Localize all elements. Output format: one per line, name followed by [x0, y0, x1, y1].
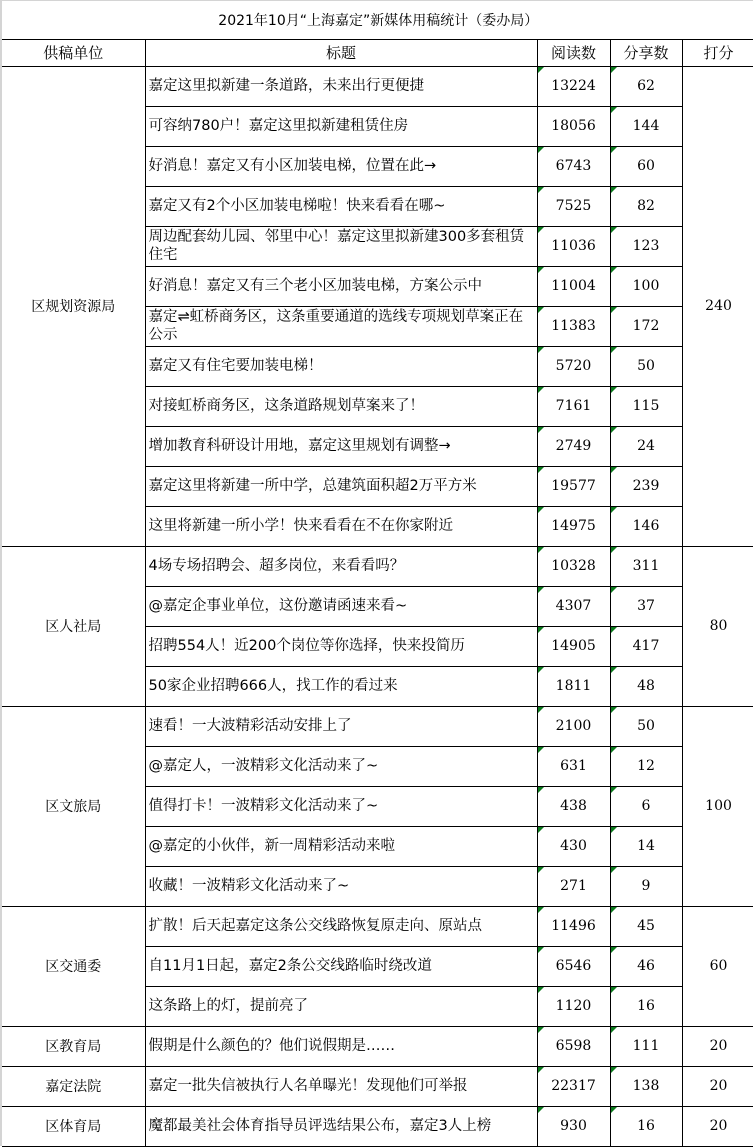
- number-as-text-marker-icon[interactable]: [611, 507, 617, 513]
- cell-title[interactable]: 假期是什么颜色的？他们说假期是……: [145, 1026, 537, 1066]
- cell-reads[interactable]: [537, 1106, 610, 1146]
- cell-title[interactable]: 值得打卡！一波精彩文化活动来了~: [145, 786, 537, 826]
- cell-shares[interactable]: [610, 426, 682, 466]
- number-as-text-marker-icon[interactable]: [611, 987, 617, 993]
- number-as-text-marker-icon[interactable]: [611, 187, 617, 193]
- reads-value: 13224: [551, 78, 596, 94]
- cell-reads[interactable]: [537, 666, 610, 706]
- cell-shares[interactable]: [610, 946, 682, 986]
- number-as-text-marker-icon[interactable]: [538, 587, 544, 593]
- reads-value: 271: [560, 878, 587, 894]
- shares-value: 45: [637, 918, 655, 934]
- cell-shares[interactable]: [610, 786, 682, 826]
- header-unit[interactable]: 供稿单位: [2, 39, 145, 66]
- cell-shares[interactable]: [610, 186, 682, 226]
- cell-title[interactable]: 周边配套幼儿园、邻里中心！嘉定这里拟新建300多套租赁住宅: [145, 226, 537, 266]
- header-reads[interactable]: 阅读数: [537, 39, 610, 66]
- cell-shares[interactable]: [610, 506, 682, 546]
- cell-shares[interactable]: [610, 546, 682, 586]
- cell-title[interactable]: 嘉定又有2个小区加装电梯啦！快来看看在哪~: [145, 186, 537, 226]
- cell-title[interactable]: 嘉定⇌虹桥商务区，这条重要通道的选线专项规划草案正在公示: [145, 306, 537, 346]
- number-as-text-marker-icon[interactable]: [611, 147, 617, 153]
- table-row: [2, 706, 753, 746]
- cell-title[interactable]: 招聘554人！近200个岗位等你选择，快来投简历: [145, 626, 537, 666]
- cell-title[interactable]: 扩散！后天起嘉定这条公交线路恢复原走向、原站点: [145, 906, 537, 946]
- table-row: [2, 1066, 753, 1106]
- number-as-text-marker-icon[interactable]: [611, 907, 617, 913]
- cell-score[interactable]: 240: [682, 66, 753, 546]
- table-row: [2, 546, 753, 586]
- cell-unit[interactable]: 区体育局: [2, 1106, 145, 1146]
- cell-reads[interactable]: [537, 546, 610, 586]
- cell-reads[interactable]: [537, 946, 610, 986]
- number-as-text-marker-icon[interactable]: [611, 667, 617, 673]
- number-as-text-marker-icon[interactable]: [538, 707, 544, 713]
- number-as-text-marker-icon[interactable]: [611, 627, 617, 633]
- shares-value: 16: [637, 998, 655, 1014]
- cell-shares[interactable]: [610, 226, 682, 266]
- shares-value: 9: [641, 878, 651, 894]
- number-as-text-marker-icon[interactable]: [538, 787, 544, 793]
- reads-value: 6598: [555, 1038, 592, 1054]
- reads-value: 7161: [555, 398, 592, 414]
- cell-shares[interactable]: [610, 706, 682, 746]
- number-as-text-marker-icon[interactable]: [611, 387, 617, 393]
- cell-shares[interactable]: [610, 1106, 682, 1146]
- cell-title[interactable]: 这里将新建一所小学！快来看看在不在你家附近: [145, 506, 537, 546]
- reads-value: 930: [560, 1118, 587, 1134]
- number-as-text-marker-icon[interactable]: [611, 707, 617, 713]
- number-as-text-marker-icon[interactable]: [611, 827, 617, 833]
- cell-score[interactable]: 20: [682, 1106, 753, 1146]
- number-as-text-marker-icon[interactable]: [611, 467, 617, 473]
- shares-value: 12: [637, 758, 655, 774]
- number-as-text-marker-icon[interactable]: [611, 267, 617, 273]
- shares-value: 146: [632, 518, 660, 534]
- cell-reads[interactable]: [537, 466, 610, 506]
- number-as-text-marker-icon[interactable]: [611, 867, 617, 873]
- stats-table: [2, 1, 753, 1147]
- shares-value: 6: [641, 798, 651, 814]
- cell-unit[interactable]: 区教育局: [2, 1026, 145, 1066]
- cell-shares[interactable]: [610, 866, 682, 906]
- reads-value: 430: [560, 838, 587, 854]
- number-as-text-marker-icon[interactable]: [611, 427, 617, 433]
- cell-score[interactable]: 80: [682, 546, 753, 706]
- cell-unit[interactable]: 嘉定法院: [2, 1066, 145, 1106]
- reads-value: 6743: [555, 158, 592, 174]
- cell-shares[interactable]: [610, 1066, 682, 1106]
- number-as-text-marker-icon[interactable]: [538, 1107, 544, 1113]
- number-as-text-marker-icon[interactable]: [538, 307, 544, 313]
- shares-value: 50: [637, 718, 655, 734]
- number-as-text-marker-icon[interactable]: [538, 467, 544, 473]
- number-as-text-marker-icon[interactable]: [538, 747, 544, 753]
- cell-reads[interactable]: [537, 1026, 610, 1066]
- number-as-text-marker-icon[interactable]: [611, 307, 617, 313]
- number-as-text-marker-icon[interactable]: [611, 787, 617, 793]
- shares-value: 172: [632, 318, 660, 334]
- cell-reads[interactable]: [537, 586, 610, 626]
- number-as-text-marker-icon[interactable]: [538, 187, 544, 193]
- reads-value: 1811: [555, 678, 592, 694]
- number-as-text-marker-icon[interactable]: [538, 267, 544, 273]
- shares-value: 46: [637, 958, 655, 974]
- cell-title[interactable]: 嘉定这里拟新建一条道路，未来出行更便捷: [145, 66, 537, 106]
- cell-reads[interactable]: [537, 386, 610, 426]
- cell-title[interactable]: 50家企业招聘666人，找工作的看过来: [145, 666, 537, 706]
- number-as-text-marker-icon[interactable]: [538, 1027, 544, 1033]
- cell-unit[interactable]: 区人社局: [2, 546, 145, 706]
- cell-reads[interactable]: [537, 66, 610, 106]
- reads-value: 2100: [555, 718, 592, 734]
- number-as-text-marker-icon[interactable]: [611, 1107, 617, 1113]
- shares-value: 24: [637, 438, 655, 454]
- number-as-text-marker-icon[interactable]: [538, 387, 544, 393]
- shares-value: 138: [632, 1078, 660, 1094]
- cell-title[interactable]: 可容纳780户！嘉定这里拟新建租赁住房: [145, 106, 537, 146]
- cell-title[interactable]: @嘉定人，一波精彩文化活动来了~: [145, 746, 537, 786]
- shares-value: 311: [632, 558, 660, 574]
- number-as-text-marker-icon[interactable]: [611, 1067, 617, 1073]
- reads-value: 18056: [551, 118, 596, 134]
- reads-value: 11004: [551, 278, 596, 294]
- reads-value: 2749: [555, 438, 592, 454]
- shares-value: 50: [637, 358, 655, 374]
- cell-reads[interactable]: [537, 506, 610, 546]
- number-as-text-marker-icon[interactable]: [538, 547, 544, 553]
- cell-reads[interactable]: [537, 306, 610, 346]
- reads-value: 4307: [555, 598, 592, 614]
- cell-reads[interactable]: [537, 226, 610, 266]
- cell-reads[interactable]: [537, 106, 610, 146]
- shares-value: 123: [632, 238, 660, 254]
- number-as-text-marker-icon[interactable]: [538, 1067, 544, 1073]
- cell-title[interactable]: @嘉定企事业单位，这份邀请函速来看~: [145, 586, 537, 626]
- reads-value: 11383: [551, 318, 596, 334]
- cell-unit[interactable]: 区文旅局: [2, 706, 145, 906]
- header-shares[interactable]: 分享数: [610, 39, 682, 66]
- cell-reads[interactable]: [537, 746, 610, 786]
- cell-title[interactable]: 嘉定这里将新建一所中学，总建筑面积超2万平方米: [145, 466, 537, 506]
- cell-score[interactable]: 20: [682, 1066, 753, 1106]
- cell-shares[interactable]: [610, 346, 682, 386]
- cell-unit[interactable]: 区规划资源局: [2, 66, 145, 546]
- number-as-text-marker-icon[interactable]: [538, 147, 544, 153]
- cell-reads[interactable]: [537, 146, 610, 186]
- cell-shares[interactable]: [610, 466, 682, 506]
- cell-title[interactable]: 魔都最美社会体育指导员评选结果公布，嘉定3人上榜: [145, 1106, 537, 1146]
- reads-value: 1120: [555, 998, 592, 1014]
- cell-score[interactable]: 60: [682, 906, 753, 1026]
- cell-title[interactable]: 对接虹桥商务区，这条道路规划草案来了！: [145, 386, 537, 426]
- cell-title[interactable]: 嘉定又有住宅要加装电梯！: [145, 346, 537, 386]
- shares-value: 82: [637, 198, 655, 214]
- number-as-text-marker-icon[interactable]: [538, 627, 544, 633]
- shares-value: 60: [637, 158, 655, 174]
- cell-unit[interactable]: 区交通委: [2, 906, 145, 1026]
- cell-reads[interactable]: [537, 186, 610, 226]
- cell-title[interactable]: 好消息！嘉定又有小区加装电梯，位置在此→: [145, 146, 537, 186]
- number-as-text-marker-icon[interactable]: [611, 227, 617, 233]
- number-as-text-marker-icon[interactable]: [538, 947, 544, 953]
- number-as-text-marker-icon[interactable]: [611, 107, 617, 113]
- shares-value: 239: [632, 478, 660, 494]
- cell-shares[interactable]: [610, 746, 682, 786]
- table-row: [2, 1026, 753, 1066]
- cell-score[interactable]: 100: [682, 706, 753, 906]
- shares-value: 100: [632, 278, 660, 294]
- reads-value: 438: [560, 798, 587, 814]
- table-row: [2, 906, 753, 946]
- number-as-text-marker-icon[interactable]: [538, 987, 544, 993]
- cell-reads[interactable]: [537, 706, 610, 746]
- number-as-text-marker-icon[interactable]: [611, 587, 617, 593]
- cell-shares[interactable]: [610, 666, 682, 706]
- reads-value: 631: [560, 758, 587, 774]
- shares-value: 115: [632, 398, 660, 414]
- number-as-text-marker-icon[interactable]: [538, 347, 544, 353]
- cell-reads[interactable]: [537, 826, 610, 866]
- number-as-text-marker-icon[interactable]: [538, 907, 544, 913]
- reads-value: 11496: [551, 918, 596, 934]
- cell-shares[interactable]: [610, 626, 682, 666]
- cell-shares[interactable]: [610, 1026, 682, 1066]
- cell-score[interactable]: 20: [682, 1026, 753, 1066]
- shares-value: 48: [637, 678, 655, 694]
- cell-shares[interactable]: [610, 106, 682, 146]
- reads-value: 5720: [555, 358, 592, 374]
- number-as-text-marker-icon[interactable]: [611, 747, 617, 753]
- cell-reads[interactable]: [537, 346, 610, 386]
- cell-title[interactable]: 自11月1日起，嘉定2条公交线路临时绕改道: [145, 946, 537, 986]
- reads-value: 22317: [551, 1078, 596, 1094]
- shares-value: 144: [632, 118, 660, 134]
- reads-value: 11036: [551, 238, 596, 254]
- reads-value: 6546: [555, 958, 592, 974]
- table-row: [2, 66, 753, 106]
- header-title[interactable]: 标题: [145, 39, 537, 66]
- shares-value: 417: [632, 638, 660, 654]
- header-score[interactable]: 打分: [682, 39, 753, 66]
- cell-shares[interactable]: [610, 66, 682, 106]
- shares-value: 62: [637, 78, 655, 94]
- table-row: [2, 1106, 753, 1146]
- cell-shares[interactable]: [610, 986, 682, 1026]
- cell-reads[interactable]: [537, 866, 610, 906]
- number-as-text-marker-icon[interactable]: [611, 347, 617, 353]
- cell-reads[interactable]: [537, 1066, 610, 1106]
- cell-shares[interactable]: [610, 386, 682, 426]
- cell-shares[interactable]: [610, 266, 682, 306]
- number-as-text-marker-icon[interactable]: [538, 427, 544, 433]
- reads-value: 14905: [551, 638, 596, 654]
- number-as-text-marker-icon[interactable]: [611, 947, 617, 953]
- reads-value: 19577: [551, 478, 596, 494]
- number-as-text-marker-icon[interactable]: [611, 1027, 617, 1033]
- cell-reads[interactable]: [537, 906, 610, 946]
- number-as-text-marker-icon[interactable]: [538, 667, 544, 673]
- shares-value: 16: [637, 1118, 655, 1134]
- cell-reads[interactable]: [537, 986, 610, 1026]
- cell-shares[interactable]: [610, 906, 682, 946]
- cell-title[interactable]: 好消息！嘉定又有三个老小区加装电梯，方案公示中: [145, 266, 537, 306]
- shares-value: 37: [637, 598, 655, 614]
- cell-shares[interactable]: [610, 826, 682, 866]
- cell-reads[interactable]: [537, 266, 610, 306]
- reads-value: 7525: [555, 198, 592, 214]
- number-as-text-marker-icon[interactable]: [611, 547, 617, 553]
- cell-shares[interactable]: [610, 586, 682, 626]
- number-as-text-marker-icon[interactable]: [611, 67, 617, 73]
- cell-title[interactable]: 嘉定一批失信被执行人名单曝光！发现他们可举报: [145, 1066, 537, 1106]
- cell-reads[interactable]: [537, 786, 610, 826]
- cell-shares[interactable]: [610, 146, 682, 186]
- cell-shares[interactable]: [610, 306, 682, 346]
- cell-reads[interactable]: [537, 626, 610, 666]
- cell-title[interactable]: @嘉定的小伙伴，新一周精彩活动来啦: [145, 826, 537, 866]
- cell-reads[interactable]: [537, 426, 610, 466]
- shares-value: 111: [632, 1038, 660, 1054]
- cell-title[interactable]: 速看！一大波精彩活动安排上了: [145, 706, 537, 746]
- cell-title[interactable]: 收藏！一波精彩文化活动来了~: [145, 866, 537, 906]
- cell-title[interactable]: 4场专场招聘会、超多岗位，来看看吗？: [145, 546, 537, 586]
- number-as-text-marker-icon[interactable]: [538, 867, 544, 873]
- shares-value: 14: [637, 838, 655, 854]
- reads-value: 14975: [551, 518, 596, 534]
- number-as-text-marker-icon[interactable]: [538, 67, 544, 73]
- cell-title[interactable]: 这条路上的灯，提前亮了: [145, 986, 537, 1026]
- reads-value: 10328: [551, 558, 596, 574]
- number-as-text-marker-icon[interactable]: [538, 827, 544, 833]
- table-title[interactable]: 2021年10月“上海嘉定”新媒体用稿统计（委办局）: [2, 1, 753, 39]
- cell-title[interactable]: 增加教育科研设计用地，嘉定这里规划有调整→: [145, 426, 537, 466]
- number-as-text-marker-icon[interactable]: [538, 227, 544, 233]
- number-as-text-marker-icon[interactable]: [538, 507, 544, 513]
